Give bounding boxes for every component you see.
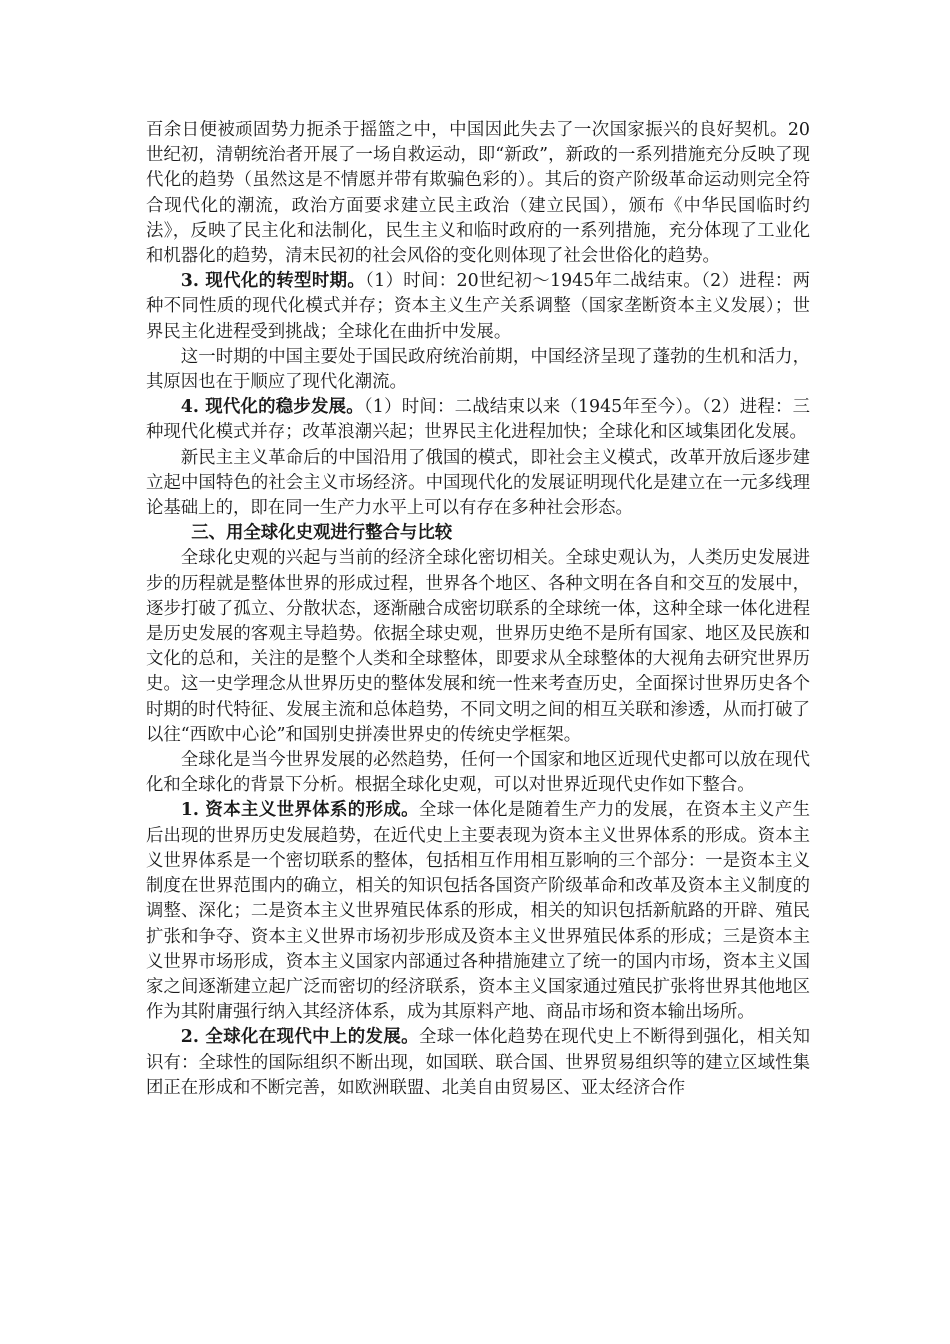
section-heading: 三、用全球化史观进行整合与比较 <box>191 523 453 544</box>
paragraph-lead: 2. 全球化在现代中上的发展。 <box>180 1027 419 1048</box>
paragraph-9 <box>146 1025 810 1101</box>
paragraph-text: 全球一体化是随着生产力的发展，在资本主义产生后出现的世界历史发展趋势，在近代史上主要表现为资本主义世界体系的形成。资本主义世界体系是一个密切联系的整体，包括相互作用相互影响的三个部分：一是资本主义制度在世界范围内的确立，相关的知识包括各国资产阶级革命和改革及资本主义制度的调整、深化；二是资本主义世界殖民体系的形成，相关的知识包括新航路的开辟、殖民扩张和争夺、资本主义世界市场初步形成及资本主义世界殖民体系的形成；三是资本主义世界市场形成，资本主义国家内部通过各种措施建立了统一的国内市场，资本主义国家之间逐渐建立起广泛而密切的经济联系，资本主义国家通过殖民扩张将世界其他地区作为其附庸强行纳入其经济体系，成为其原料产地、商品市场和资本输出场所。 <box>146 800 810 1023</box>
paragraph-3 <box>146 345 810 395</box>
paragraph-4 <box>146 395 810 445</box>
paragraph-lead: 1. 资本主义世界体系的形成。 <box>180 800 419 821</box>
paragraph-7 <box>146 748 810 798</box>
paragraph-text: 全球化史观的兴起与当前的经济全球化密切相关。全球史观认为，人类历史发展进步的历程就是整体世界的形成过程，世界各个地区、各种文明在各自和交互的发展中，逐步打破了孤立、分散状态，逐渐融合成密切联系的全球统一体，这种全球一体化进程是历史发展的客观主导趋势。依据全球史观，世界历史绝不是所有国家、地区及民族和文化的总和，关注的是整个人类和全球整体，即要求从全球整体的大视角去研究世界历史。这一史学理念从世界历史的整体发展和统一性来考查历史，全面探讨世界历史各个时期的时代特征、发展主流和总体趋势，不同文明之间的相互关联和渗透，从而打破了以往“西欧中心论”和国别史拼凑世界史的传统史学框架。 <box>146 548 810 745</box>
paragraph-2 <box>146 269 810 345</box>
paragraph-text: （1）时间：二战结束以来（1945年至今）。（2）进程：三种现代化模式并存；改革浪潮兴起；世界民主化进程加快；全球化和区域集团化发展。 <box>146 397 810 443</box>
paragraph-text: 全球一体化趋势在现代史上不断得到强化，相关知识有：全球性的国际组织不断出现，如国联、联合国、世界贸易组织等的建立区域性集团正在形成和不断完善，如欧洲联盟、北美自由贸易区、亚太经济合作 <box>146 1027 810 1098</box>
paragraph-6 <box>146 546 810 748</box>
paragraph-5 <box>146 446 810 522</box>
paragraph-1 <box>146 118 810 269</box>
paragraph-lead: 4. 现代化的稳步发展。 <box>180 397 364 418</box>
paragraph-text: 百余日便被顽固势力扼杀于摇篮之中，中国因此失去了一次国家振兴的良好契机。20世纪初，清朝统治者开展了一场自救运动，即“新政”，新政的一系列措施充分反映了现代化的趋势（虽然这是不情愿并带有欺骗色彩的）。其后的资产阶级革命运动则完全符合现代化的潮流，政治方面要求建立民主政治（建立民国），颁布《中华民国临时约法》，反映了民主化和法制化，民生主义和临时政府的一系列措施，充分体现了工业化和机器化的趋势，清末民初的社会风俗的变化则体现了社会世俗化的趋势。 <box>146 120 810 267</box>
paragraph-lead: 3. 现代化的转型时期。 <box>180 271 366 292</box>
paragraph-text: （1）时间：20世纪初～1945年二战结束。（2）进程：两种不同性质的现代化模式并存；资本主义生产关系调整（国家垄断资本主义发展）；世界民主化进程受到挑战；全球化在曲折中发展。 <box>146 271 810 342</box>
document-page <box>146 118 810 1101</box>
paragraph-8 <box>146 798 810 1025</box>
paragraph-text: 这一时期的中国主要处于国民政府统治前期，中国经济呈现了蓬勃的生机和活力，其原因也在于顺应了现代化潮流。 <box>146 346 810 393</box>
paragraph-text: 全球化是当今世界发展的必然趋势，任何一个国家和地区近现代史都可以放在现代化和全球化的背景下分析。根据全球化史观，可以对世界近现代史作如下整合。 <box>146 750 810 796</box>
paragraph-text: 新民主主义革命后的中国沿用了俄国的模式，即社会主义模式，改革开放后逐步建立起中国特色的社会主义市场经济。中国现代化的发展证明现代化是建立在一元多线理论基础上的，即在同一生产力水平上可以有存在多种社会形态。 <box>146 447 810 519</box>
